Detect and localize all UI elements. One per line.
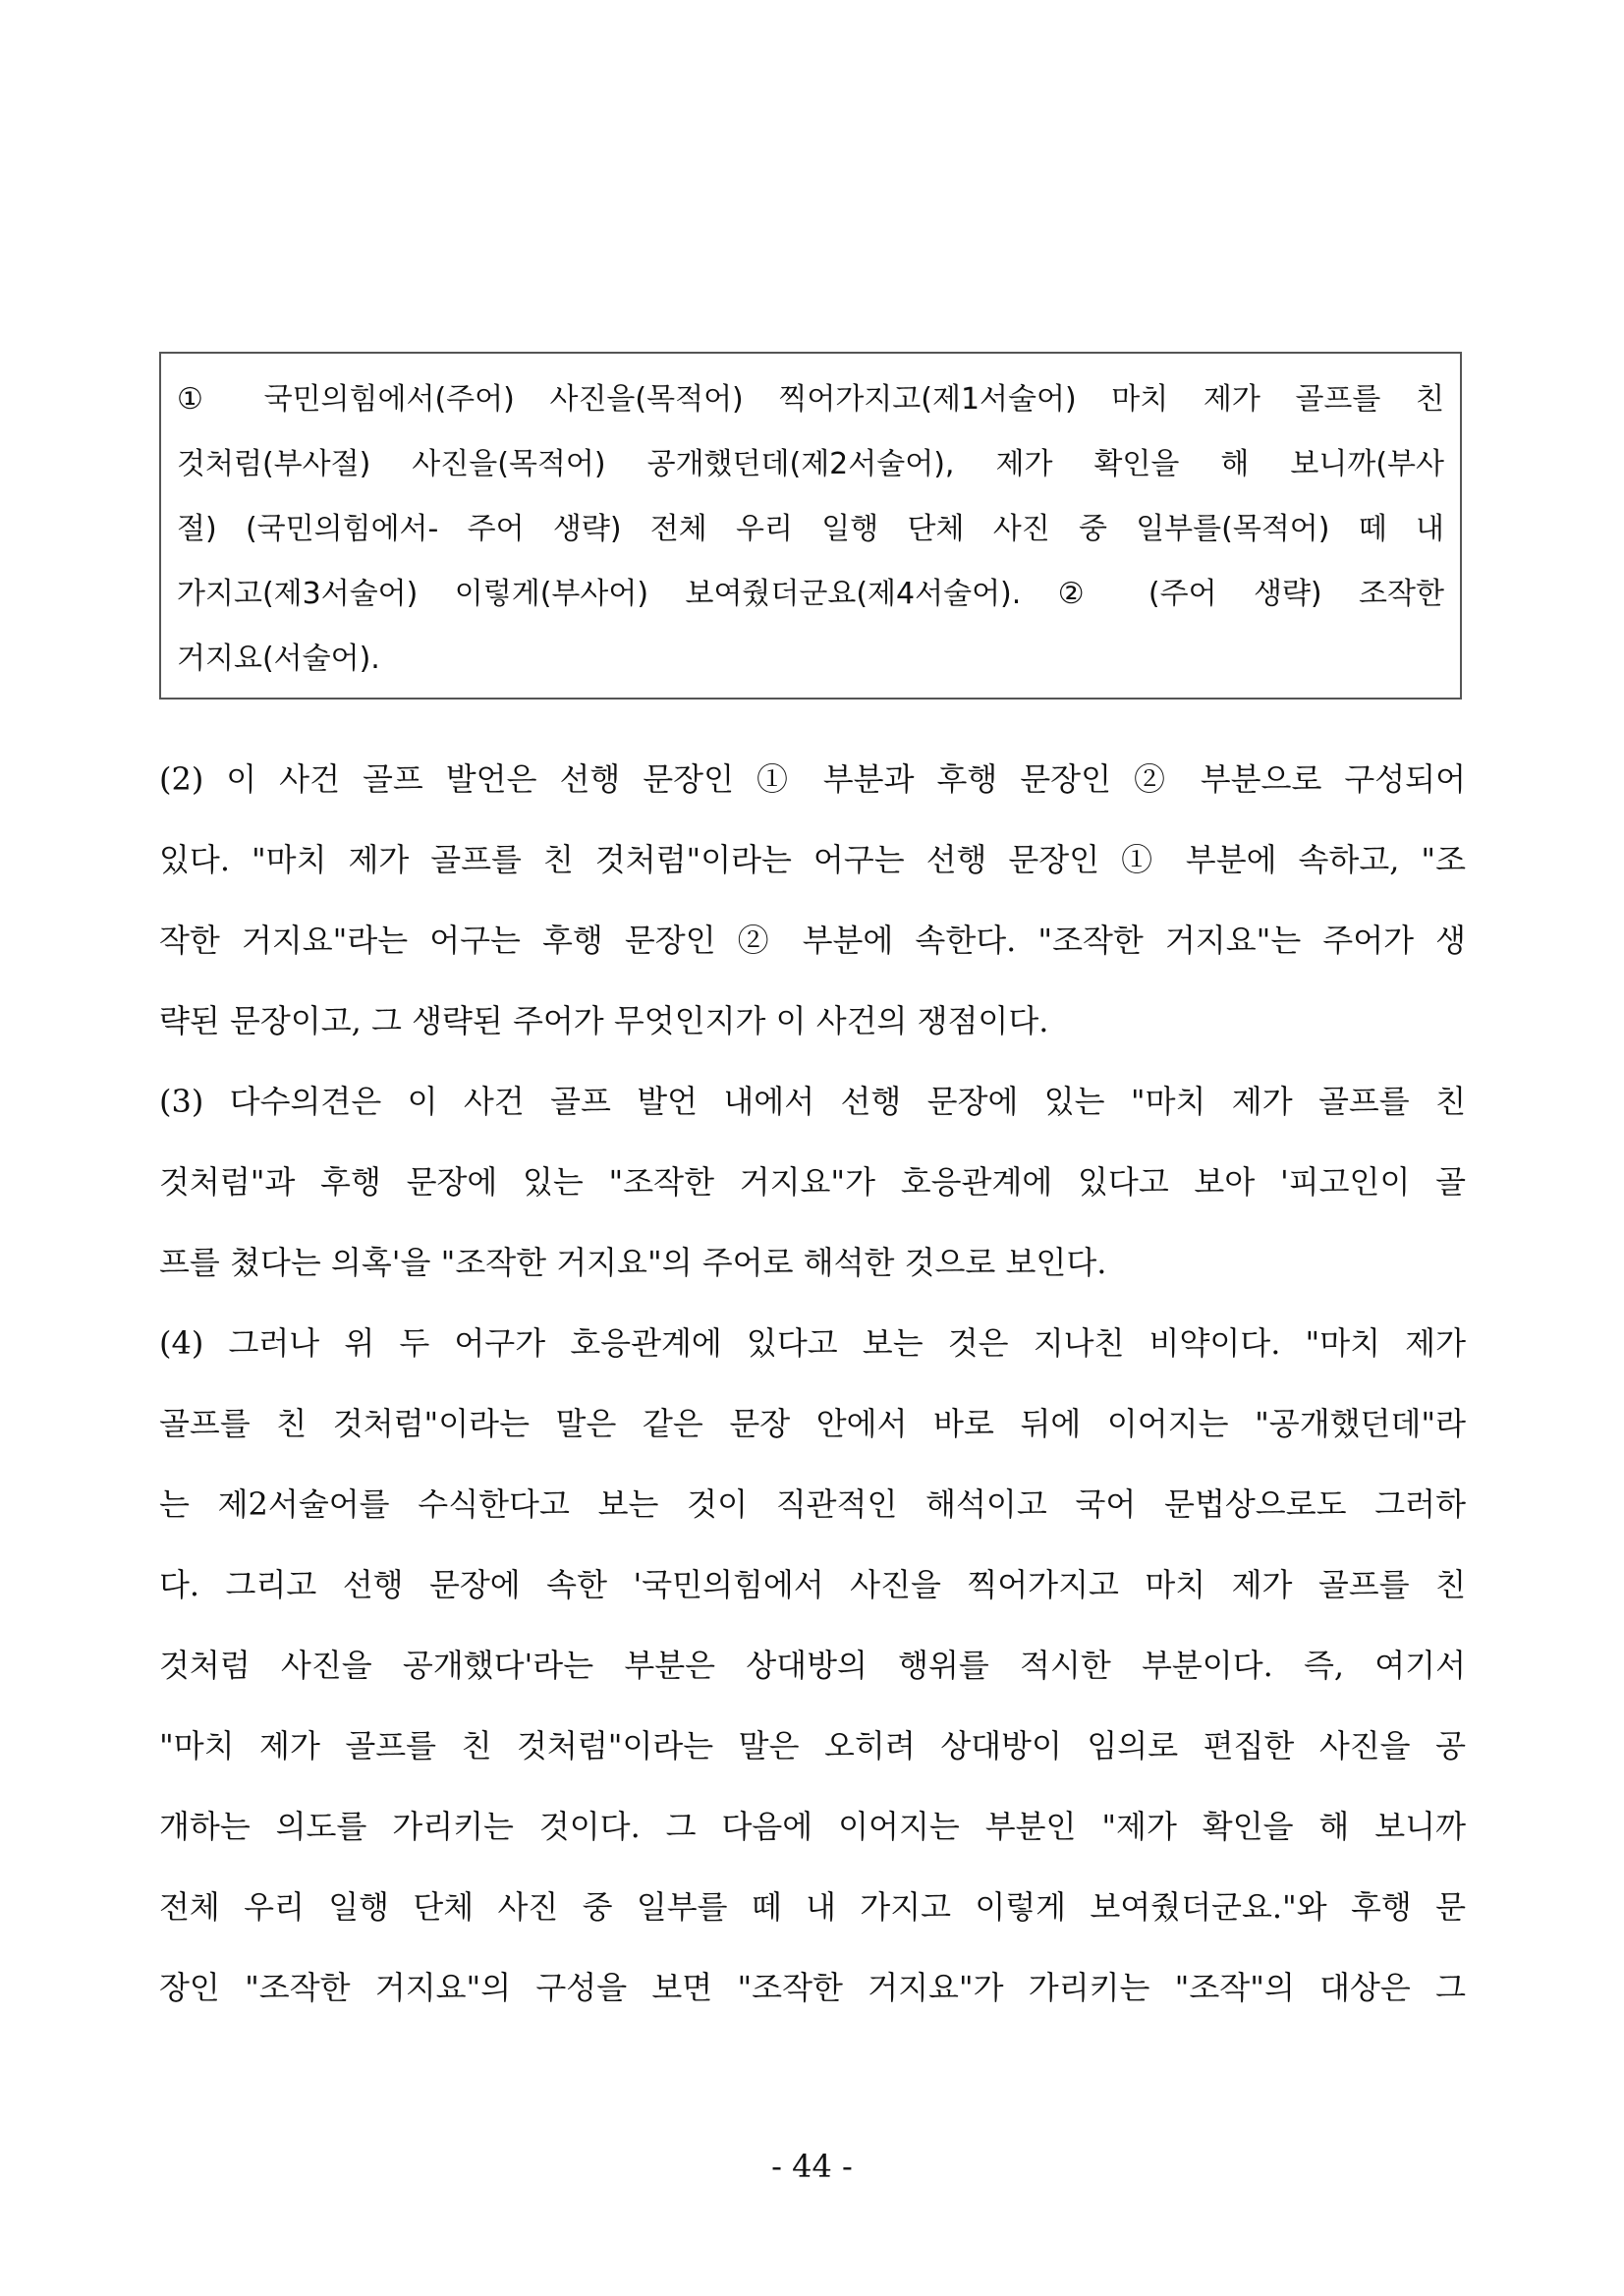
paragraph-2 [159,739,1466,1061]
text-line: 다. 그리고 선행 문장에 속한 '국민의힘에서 사진을 찍어가지고 마치 제가 골프를 친 [159,1566,1466,1603]
text-line: 프를 쳤다는 의혹'을 "조작한 거지요"의 주어로 해석한 것으로 보인다. [159,1244,1107,1281]
quote-line: 것처럼(부사절) 사진을(목적어) 공개했던데(제2서술어), 제가 확인을 해 보니까(부사 [177,447,1444,481]
page-number: - 44 - [771,2148,853,2185]
quote-line: 절) (국민의힘에서- 주어 생략) 전체 우리 일행 단체 사진 중 일부를(목적어) 떼 내 [177,512,1444,546]
text-line: 는 제2서술어를 수식한다고 보는 것이 직관적인 해석이고 국어 문법상으로도 그러하 [159,1485,1466,1523]
paragraph-3 [159,1061,1466,1303]
text-line: (4) 그러나 위 두 어구가 호응관계에 있다고 보는 것은 지나친 비약이다. "마치 제가 [159,1324,1466,1362]
quote-line: 거지요(서술어). [177,642,380,676]
document-body [159,739,1466,2028]
text-line: "마치 제가 골프를 친 것처럼"이라는 말은 오히려 상대방이 임의로 편집한 사진을 공 [159,1727,1466,1764]
text-line: 작한 거지요"라는 어구는 후행 문장인 ② 부분에 속한다. "조작한 거지요"는 주어가 생 [159,922,1466,959]
text-line: (3) 다수의견은 이 사건 골프 발언 내에서 선행 문장에 있는 "마치 제가 골프를 친 [159,1083,1466,1120]
text-line: 것처럼 사진을 공개했다'라는 부분은 상대방의 행위를 적시한 부분이다. 즉, 여기서 [159,1647,1466,1684]
quoted-statement-box [159,352,1462,700]
quote-line: 가지고(제3서술어) 이렇게(부사어) 보여줬더군요(제4서술어). ② (주어 생략) 조작한 [177,577,1444,611]
text-line: 장인 "조작한 거지요"의 구성을 보면 "조작한 거지요"가 가리키는 "조작"의 대상은 그 [159,1969,1466,2006]
text-line: 것처럼"과 후행 문장에 있는 "조작한 거지요"가 호응관계에 있다고 보아 '피고인이 골 [159,1163,1466,1201]
text-line: 개하는 의도를 가리키는 것이다. 그 다음에 이어지는 부분인 "제가 확인을 해 보니까 [159,1808,1466,1845]
paragraph-4 [159,1303,1466,2028]
text-line: 있다. "마치 제가 골프를 친 것처럼"이라는 어구는 선행 문장인 ① 부분에 속하고, "조 [159,841,1466,878]
text-line: 골프를 친 것처럼"이라는 말은 같은 문장 안에서 바로 뒤에 이어지는 "공개했던데"라 [159,1405,1466,1442]
quote-line: ① 국민의힘에서(주어) 사진을(목적어) 찍어가지고(제1서술어) 마치 제가 골프를 친 [177,382,1444,417]
text-line: (2) 이 사건 골프 발언은 선행 문장인 ① 부분과 후행 문장인 ② 부분으로 구성되어 [159,760,1466,798]
text-line: 전체 우리 일행 단체 사진 중 일부를 떼 내 가지고 이렇게 보여줬더군요."와 후행 문 [159,1888,1466,1926]
text-line: 략된 문장이고, 그 생략된 주어가 무엇인지가 이 사건의 쟁점이다. [159,1002,1049,1039]
